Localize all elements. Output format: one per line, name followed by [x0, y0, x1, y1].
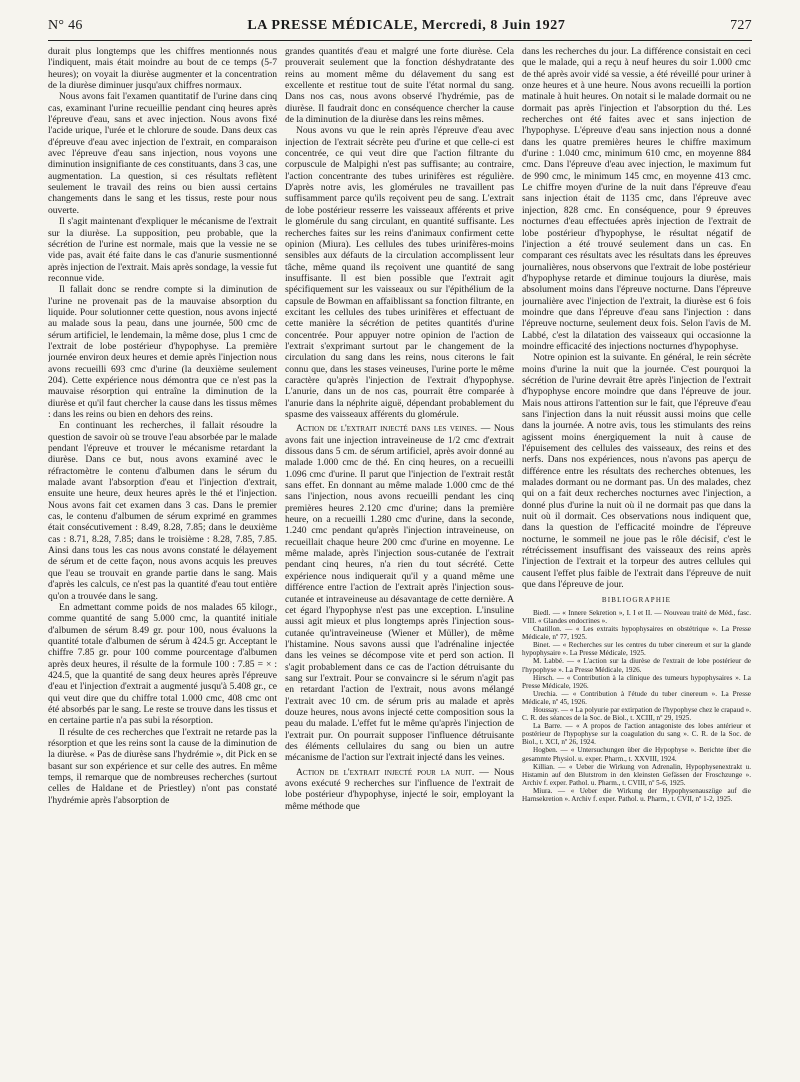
publication-title: LA PRESSE MÉDICALE, Mercredi, 8 Juin 1927 — [247, 18, 566, 33]
column-1 — [48, 46, 277, 1074]
paragraph: En admettant comme poids de nos malades 65 kilogr., comme quantité de sang 5.000 cmc, la quantité initiale d'albumen de sérum 8.49 gr. pour 100, nous évaluons la quantité totale d'albumen de sérum à 424.5 gr. Acceptant le chiffre 7.85 gr. pour 100 comme pourcentage d'albumen après deux heures, il résulte de la formule 100 : 7.85 = × : 424.5, que la quantité de sang deux heures après l'épreuve d'eau et l'injection d'extrait a augmenté jusqu'à 5.408 gr., ce qui veut dire que du chiffre total 1.000 cmc, 408 cmc ont été absorbés par le sang. Le reste se trouve dans les tissus et en certaine partie n'a pas subi la résorption. — [48, 601, 277, 727]
paragraph: — Nous avons exécuté 9 recherches sur l'influence de l'extrait de lobe postérieur d'hypophyse, injecté le soir, employant la même méthode que — [285, 766, 514, 812]
page-number: 727 — [730, 18, 752, 33]
paragraph: En continuant les recherches, il fallait résoudre la question de savoir où se trouve l'eau absorbée par le malade pendant l'épreuve et trouver le mécanisme retardant la diurèse. Dans ce but, nous avons examiné avec le réfractomètre le contenu d'albumen dans le sérum du malade avant l'absorption d'eau et l'injection d'extrait, ensuite une heure, deux heures après le thé et l'injection. Nous avons fait cet examen dans 3 cas. Dans le premier cas, le contenu d'albumen de sérum exprimé en grammes était consécutivement : 8.49, 8.28, 7.85; dans le deuxième cas : 8.71, 8.28, 7.85; dans le troisième : 8.28, 7.85, 7.85. Ainsi dans tous les cas nous avons constaté le délayement de sérum et de cette façon, nous avons acquis les preuves que l'eau se trouvait en grande partie dans le sang. Mais d'après les calculs, ce n'est pas la quantité d'eau tout entière qu'on a trouvée dans le sang. — [48, 420, 277, 602]
column-2 — [285, 46, 514, 1074]
paragraph: Il s'agit maintenant d'expliquer le mécanisme de l'extrait sur la diurèse. La supposition, peu probable, que la sécrétion de l'urine est normale, mais que la vessie ne se vide pas, avait été faite dans le cas d'anurie susmentionné après injection de l'extrait. Mais après sondage, la vessie fut reconnue vide. — [48, 216, 277, 284]
bibliography-entry: Hogben. — « Untersuchungen über die Hypophyse ». Berichte über die gesammte Physiol. u. exper. Pharm., t. XXVIII, 1924. — [522, 746, 751, 763]
bibliography-entry: Hirsch. — « Contribution à la clinique des tumeurs hypophysaires ». La Presse Médicale, 1926. — [522, 673, 751, 690]
bibliography-entry: Killian. — « Ueber die Wirkung von Adrenalin, Hypophysenextrakt u. Histamin auf den Blutstrom in den kleinsten Gefässen der Froschzunge ». Archiv f. exper. Pathol. u. Pharm., t. CVIII, nº 5-6, 1925. — [522, 762, 751, 787]
bibliography-entry: M. Labbé. — « L'action sur la diurèse de l'extrait de lobe postérieur de l'hypophyse ». La Presse Médicale, 1926. — [522, 657, 751, 674]
bibliography-entry: Chatillon. — « Les extraits hypophysaires en obstétrique ». La Presse Médicale, nº 77, 1925. — [522, 625, 751, 642]
paragraph: durait plus longtemps que les chiffres mentionnés nous l'indiquent, mais était moindre au bout de ce temps (5-7 heures); on voyait la diurèse augmenter et la concentration de la diurèse diminuer jusqu'aux chiffres normaux. — [48, 46, 277, 92]
page-header — [48, 18, 752, 40]
paragraph: Nous avons vu que le rein après l'épreuve d'eau avec injection de l'extrait sécrète peu d'urine et que celle-ci est concentrée, ce qui veut dire que l'action filtrante du corpuscule de Malpighi n'est pas suffisante; au contraire, l'action concentrante des tubes urinifères est régulière. D'après notre avis, les glomérules ne travaillent pas suffisamment parce qu'ils reçoivent peu de sang. L'extrait de lobe postérieur resserre les vaisseaux afférents et prive le glomérule du sang circulant, en quantité suffisante. Les recherches faites sur les reins d'animaux confirment cette opinion (Miura). Les cellules des tubes urinifères-moins sensibles aux défauts de la circulation accomplissent leur tâche, même quand ils reçoivent une quantité de sang insuffisante. Il est bien possible que l'extrait agit spécifiquement sur les vaisseaux ou sur l'épithélium de la capsule de Bowman en affaiblissant sa fonction filtrante, en excitant les cellules des tubes urinifères et effectuant de cette manière la sécrétion de petites quantités d'urine concentrée. Pour appuyer notre opinion de l'action de l'extrait s'exprimant surtout par le changement de la circulation du sang dans les reins, nous citerons le fait connu que, dans les stases veineuses, l'urine porte le même caractère qu'après l'injection de l'extrait d'hypophyse. L'anurie, dans un de nos cas, pourrait être comparée à l'anurie dans la néphrite aiguë, dépendant probablement du spasme des vaisseaux afférents du glomérule. — [285, 125, 514, 420]
bibliography-entry: Binet. — « Recherches sur les centres du tuber cinereum et sur la glande hypophysaire ». La Presse Médicale, 1925. — [522, 641, 751, 658]
bibliography-entry: Urechia. — « Contribution à l'étude du tuber cinereum ». La Presse Médicale, nº 45, 1926. — [522, 689, 751, 706]
bibliography-entry: La Barre. — « A propos de l'action antagoniste des lobes antérieur et postérieur de l'hypophyse sur la coagulation du sang ». C. R. de la Soc. de Biol., t. XCI, nº 26, 1924. — [522, 722, 751, 747]
bibliography-entry: Biedl. — « Innere Sekretion », I. I et II. — Nouveau traité de Méd., fasc. VIII. « Glandes endocrines ». — [522, 608, 751, 625]
bibliography-entry: Houssay. — « La polyurie par extirpation de l'hypophyse chez le crapaud ». C. R. des séances de la Soc. de Biol., t. XCIII, nº 29, 1925. — [522, 705, 751, 723]
paragraph: Nous avons fait l'examen quantitatif de l'urine dans cinq cas, examinant l'urine recueillie pendant cinq heures après l'épreuve d'eau, sans et avec injection. Nous avons fixé l'acide urique, l'urée et le chlorure de soude. Dans deux cas d'épreuve d'eau avec injection de l'extrait, en comparaison avec l'épreuve d'eau sans injection, nous voyons une diminution insignifiante de ces constituants, dans 3 cas, une augmentation. La question, si ces résultats reflètent seulement le travail des reins ou bien aussi certains changements dans le sang et les tissus, reste pour nous ouverte. — [48, 91, 277, 216]
paragraph: — Nous avons fait une injection intraveineuse de 1/2 cmc d'extrait dissous dans 5 cm. de sérum artificiel, après avoir donné au malade 1.000 cmc de thé. En cinq heures, on a recueilli 1.096 cmc d'urine. Il parut que l'injection de l'extrait restât sans effet. En donnant au même malade 1.000 cmc de thé sans l'injection, nous avons recueilli pendant les cinq premières heures 2.120 cmc d'urine; dans la première heure, on a recueilli 1.280 cmc d'urine, dans la seconde, 1.240 cmc pendant qu'après l'injection intraveineuse, on recueillait chaque heure 200 cmc d'urine en moyenne. Le même malade, après l'injection sous-cutanée de l'extrait pendant cinq heures, n'a rien du tout sécrété. Cette expérience nous indiquerait qu'il y a quand même une différence entre l'action de l'extrait après l'injection sous-cutanée et intraveineuse au désavantage de cette dernière. A cet égard l'hypophyse n'est pas une exception. L'insuline aussi agit mieux et plus longtemps après l'injection sous-cutanée qu'intraveineuse (Wiener et Müller), de même l'histamine. Nous savons aussi que l'adrénaline injectée dans les veines se décompose vite et perd son action. Il s'agit probablement dans ce cas de l'action détruisante du sang sur l'extrait. Pour se convaincre si le sérum n'agit pas en retardant l'action de l'extrait, nous avons mélangé l'extrait avec 10 cm. de sérum pris au malade et après douze heures, nous avons injecté cette composition sous la peau du malade. L'effet fut le même qu'après l'injection de l'extrait pur. On pourrait supposer l'influence détruisante des éléments cellulaires du sang ou bien un autre mécanisme de l'action sur l'extrait injecté dans les veines. — [285, 423, 514, 764]
header-rule — [48, 40, 752, 41]
paragraph: Notre opinion est la suivante. En général, le rein sécrète moins d'urine la nuit que la journée. C'est pourquoi la sécrétion de l'urine devrait être après l'injection de l'extrait d'hypophyse encore moindre que dans l'épreuve de jour. Mais nous attirons l'attention sur le fait, que l'épreuve d'eau sans l'injection dans la nuit réussit aussi moins que celle dans la journée. A notre avis, tous les stimulants des reins agissent moins énergiquement la nuit à cause de l'épuisement des cellules des vaisseaux, des reins et des nerfs. Dans nos expériences, nous n'avons pas aperçu de différence entre les résultats des recherches obtenues, les malades dormant ou ne dormant pas. Un des malades, chez qui on a fait deux recherches nocturnes avec l'injection, a donné plus d'urine la nuit où il ne dormait pas que dans la nuit où il dormait. Ces observations nous indiquent que, dans la question de l'efficacité moindre de l'épreuve nocturne, le sommeil ne joue pas le rôle décisif, c'est le rétrécissement insuffisant des vaisseaux des reins après l'injection de l'extrait et la torpeur des autres cellules qui causent l'effet plus faible de l'extrait dans l'épreuve de nuit que dans l'épreuve de jour. — [522, 352, 751, 591]
column-3 — [522, 46, 751, 1074]
bibliography-entry: Miura. — « Ueber die Wirkung der Hypophysenauszüge auf die Harnsekretion ». Archiv f. exper. Pathol. u. Pharm., t. CVII, nº 1-2, 1925. — [522, 786, 751, 803]
section-paragraph — [285, 423, 514, 763]
paragraph: dans les recherches du jour. La différence consistait en ceci que le malade, qui a reçu à neuf heures du soir 1.000 cmc de thé après avoir vidé sa vessie, a été réveillé pour uriner à onze heures et à une heure. Nous avons recueilli la portion matinale à huit heures. On notait si le malade dormait ou ne dormait pas après l'injection et l'absorption du thé. Les recherches ont été faites avec et sans injection de l'hypophyse. L'épreuve d'eau sans injection nous a donné dans les quatre premières heures le chiffre maximum d'urine : 1.040 cmc, minimum 610 cmc, en moyenne 884 cmc. Dans l'épreuve d'eau avec injection, le maximum fut de 990 cmc, le minimum 145 cmc, en moyenne 413 cmc. Le chiffre moyen d'urine de la nuit dans l'épreuve d'eau sans injection était de 1135 cmc, dans l'épreuve avec injection, 828 cmc. En conséquence, pour 9 épreuves nocturnes d'eau effectuées après injection de l'extrait de lobe postérieur d'hypophyse, le résultat négatif de l'injection a été trouvé seulement dans un cas. En comparant ces résultats avec les résultats dans les épreuves journalières, nous observons que l'extrait de lobe postérieur d'hypophyse retarde et diminue toujours la diurèse, mais absolument moins dans l'épreuve nocturne. Dans l'épreuve journalière avec l'injection de l'extrait, la diurèse est 6 fois moindre que dans l'épreuve d'eau sans l'injection : dans l'épreuve nocturne, seulement deux fois. Selon l'avis de M. Labbé, c'est la dilatation des vaisseaux qui occasionne la moindre efficacité des injections nocturnes d'hypophyse. — [522, 46, 751, 352]
section-title: Action de l'extrait injecté pour la nuit. — [296, 766, 475, 778]
paragraph: grandes quantités d'eau et malgré une forte diurèse. Cela prouverait seulement que la fonction déshydratante des reins au moment même du délavement du sang est excellente et restitue tout de suite l'état normal du sang. Dans nos cas, nous avons observé l'hydrémie, pas de diurèse. Il faudrait donc en conséquence chercher la cause de la diminution de la diurèse dans les reins mêmes. — [285, 46, 514, 126]
paragraph: Il résulte de ces recherches que l'extrait ne retarde pas la résorption et que les reins sont la cause de la diminution de la diurèse. « Pas de diurèse sans l'hydrémie », dit Pick en se basant sur son expérience et sur celle des autres. En même temps, il remarque que de nombreuses recherches (surtout celles de Haldane et de Priestley) n'ont pas constaté l'hydrémie après l'absorption de — [48, 726, 277, 806]
section-paragraph — [285, 767, 514, 812]
paragraph: Il fallait donc se rendre compte si la diminution de l'urine ne provenait pas de la mauvaise absorption du liquide. Pour solutionner cette question, nous avons injecté au malade sous la peau, dans une journée, 500 cmc de sérum artificiel, le lendemain, la même dose, plus 1 cmc de l'extrait de lobe postérieur d'hypophyse. La première journée environ deux heures et demie après l'injection nous avons recueilli 693 cmc d'urine (la deuxième seulement 204). Cette expérience nous démontra que ce n'est pas la mauvaise résorption qui entraîne la diminution de la diurèse et qu'il faut chercher la cause dans les tissus mêmes : dans les reins ou bien en dehors des reins. — [48, 284, 277, 420]
bibliography-title: BIBLIOGRAPHIE — [601, 595, 672, 604]
article-columns — [48, 46, 752, 1074]
section-title: Action de l'extrait injecté dans les veines. — [296, 423, 478, 435]
issue-number: N° 46 — [48, 18, 83, 33]
